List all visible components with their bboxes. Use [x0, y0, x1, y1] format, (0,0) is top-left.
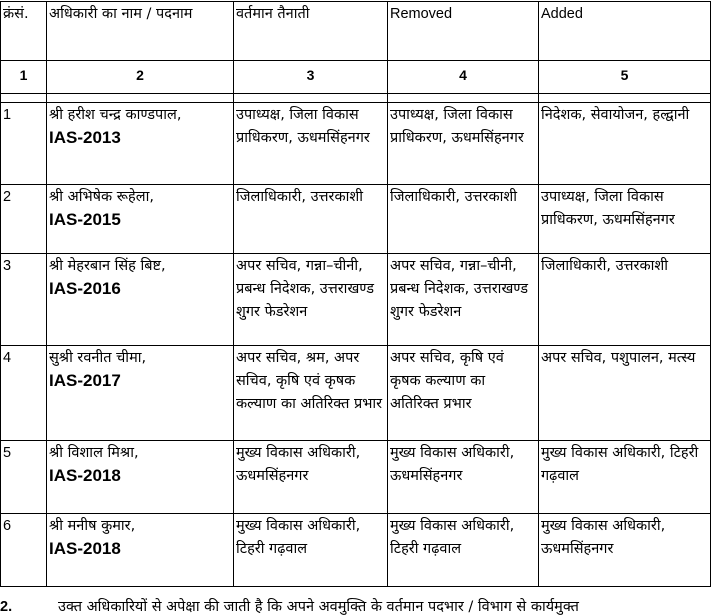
header-removed: Removed	[388, 2, 539, 61]
officer-cell	[47, 346, 234, 441]
column-number-row	[1, 61, 711, 94]
header-sno: क्रंसं.	[1, 2, 47, 61]
header-current-posting: वर्तमान तैनाती	[234, 2, 388, 61]
current-posting: जिलाधिकारी, उत्तरकाशी	[234, 185, 388, 254]
removed-posting: अपर सचिव, गन्ना–चीनी, प्रबन्ध निदेशक, उत्तराखण्ड शुगर फेडरेशन	[388, 254, 539, 346]
officer-name: श्री विशाल मिश्रा,	[49, 445, 139, 461]
spacer-cell	[388, 94, 539, 103]
spacer-row	[1, 94, 711, 103]
table-row	[1, 441, 711, 514]
row-sno: 5	[1, 441, 47, 514]
current-posting: मुख्य विकास अधिकारी, ऊधमसिंहनगर	[234, 441, 388, 514]
row-sno: 3	[1, 254, 47, 346]
removed-posting: जिलाधिकारी, उत्तरकाशी	[388, 185, 539, 254]
header-officer-name: अधिकारी का नाम / पदनाम	[47, 2, 234, 61]
table-row	[1, 346, 711, 441]
officer-name: श्री मनीष कुमार,	[49, 518, 136, 534]
paragraph-number: 2.	[0, 599, 13, 615]
officer-name: श्री हरीश चन्द्र काण्डपाल,	[49, 107, 182, 123]
column-number: 3	[234, 61, 388, 94]
spacer-cell	[47, 94, 234, 103]
removed-posting: उपाध्यक्ष, जिला विकास प्राधिकरण, ऊधमसिंहनगर	[388, 103, 539, 185]
table-row	[1, 254, 711, 346]
officer-cell	[47, 185, 234, 254]
current-posting: अपर सचिव, गन्ना–चीनी, प्रबन्ध निदेशक, उत्तराखण्ड शुगर फेडरेशन	[234, 254, 388, 346]
row-sno: 6	[1, 514, 47, 587]
officer-cell	[47, 441, 234, 514]
officer-batch: IAS-2017	[49, 371, 121, 390]
row-sno: 4	[1, 346, 47, 441]
added-posting: मुख्य विकास अधिकारी, टिहरी गढ़वाल	[539, 441, 711, 514]
added-posting: उपाध्यक्ष, जिला विकास प्राधिकरण, ऊधमसिंहनगर	[539, 185, 711, 254]
added-posting: अपर सचिव, पशुपालन, मत्स्य	[539, 346, 711, 441]
officer-cell	[47, 514, 234, 587]
table-row	[1, 185, 711, 254]
column-number: 5	[539, 61, 711, 94]
removed-posting: मुख्य विकास अधिकारी, ऊधमसिंहनगर	[388, 441, 539, 514]
added-posting: निदेशक, सेवायोजन, हल्द्वानी	[539, 103, 711, 185]
added-posting: जिलाधिकारी, उत्तरकाशी	[539, 254, 711, 346]
header-row	[1, 2, 711, 61]
officer-batch: IAS-2018	[49, 539, 121, 558]
officer-cell	[47, 254, 234, 346]
removed-posting: मुख्य विकास अधिकारी, टिहरी गढ़वाल	[388, 514, 539, 587]
table-row	[1, 103, 711, 185]
row-sno: 1	[1, 103, 47, 185]
column-number: 4	[388, 61, 539, 94]
officer-name: श्री अभिषेक रूहेला,	[49, 189, 154, 205]
officer-name: सुश्री रवनीत चीमा,	[49, 350, 147, 366]
footer-paragraph	[0, 598, 722, 616]
column-number: 2	[47, 61, 234, 94]
officer-batch: IAS-2016	[49, 279, 121, 298]
column-number: 1	[1, 61, 47, 94]
officer-batch: IAS-2013	[49, 128, 121, 147]
officer-batch: IAS-2015	[49, 210, 121, 229]
transfer-table	[0, 1, 711, 587]
added-posting: मुख्य विकास अधिकारी, ऊधमसिंहनगर	[539, 514, 711, 587]
current-posting: अपर सचिव, श्रम, अपर सचिव, कृषि एवं कृषक कल्याण का अतिरिक्त प्रभार	[234, 346, 388, 441]
officer-batch: IAS-2018	[49, 466, 121, 485]
officer-name: श्री मेहरबान सिंह बिष्ट,	[49, 258, 166, 274]
spacer-cell	[1, 94, 47, 103]
current-posting: मुख्य विकास अधिकारी, टिहरी गढ़वाल	[234, 514, 388, 587]
spacer-cell	[234, 94, 388, 103]
header-added: Added	[539, 2, 711, 61]
row-sno: 2	[1, 185, 47, 254]
spacer-cell	[539, 94, 711, 103]
paragraph-text: उक्त अधिकारियों से अपेक्षा की जाती है कि अपने अवमुक्ति के वर्तमान पदभार / विभाग से कार्यमुक्त	[58, 599, 579, 615]
officer-cell	[47, 103, 234, 185]
current-posting: उपाध्यक्ष, जिला विकास प्राधिकरण, ऊधमसिंहनगर	[234, 103, 388, 185]
table-row	[1, 514, 711, 587]
removed-posting: अपर सचिव, कृषि एवं कृषक कल्याण का अतिरिक्त प्रभार	[388, 346, 539, 441]
